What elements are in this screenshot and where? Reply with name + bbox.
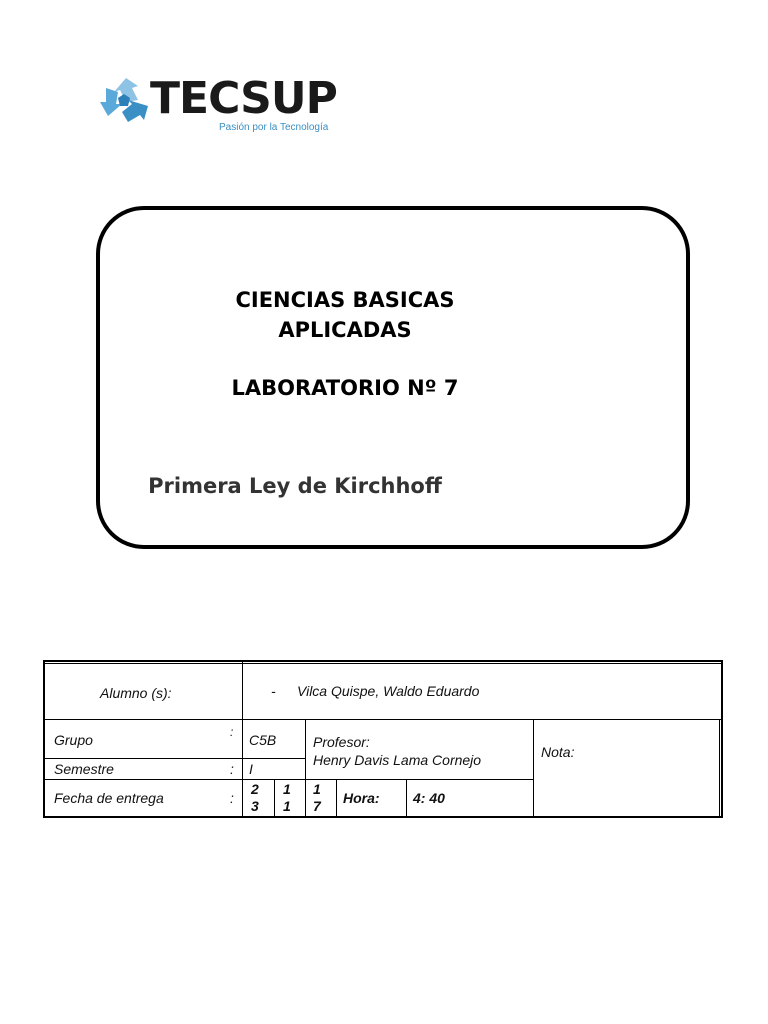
info-table <box>43 660 723 820</box>
recycle-arrows-icon <box>96 72 156 132</box>
title-box <box>96 206 690 549</box>
date-month-digit-1: 1 <box>283 781 291 797</box>
logo-wordmark: TECSUP <box>150 73 337 124</box>
date-day-digit-2: 3 <box>251 798 259 814</box>
date-day-digit-1: 2 <box>251 781 259 797</box>
course-title-line2: APLICADAS <box>278 318 412 342</box>
logo-tagline: Pasión por la Tecnología <box>219 122 329 133</box>
lab-topic: Primera Ley de Kirchhoff <box>148 474 442 498</box>
date-colon: : <box>230 790 234 806</box>
date-month-digit-2: 1 <box>283 798 291 814</box>
tecsup-logo <box>96 70 336 136</box>
semester-value: I <box>249 761 253 777</box>
student-dash: - <box>271 683 276 699</box>
date-year-digit-1: 1 <box>313 781 321 797</box>
semester-label: Semestre <box>54 761 114 777</box>
course-title-line1: CIENCIAS BASICAS <box>235 288 455 312</box>
time-value: 4: 40 <box>413 790 445 806</box>
student-label: Alumno (s): <box>100 685 172 701</box>
group-colon: : <box>230 725 234 739</box>
semester-colon: : <box>230 761 234 777</box>
grade-label: Nota: <box>541 744 575 760</box>
group-label: Grupo <box>54 732 93 748</box>
student-name: Vilca Quispe, Waldo Eduardo <box>297 683 480 699</box>
professor-label: Profesor: <box>313 734 370 750</box>
time-label: Hora: <box>343 790 380 806</box>
date-label: Fecha de entrega <box>54 790 164 806</box>
professor-name: Henry Davis Lama Cornejo <box>313 752 482 768</box>
date-year-digit-2: 7 <box>313 798 321 814</box>
group-value: C5B <box>249 732 277 748</box>
lab-number: LABORATORIO Nº 7 <box>231 376 459 400</box>
